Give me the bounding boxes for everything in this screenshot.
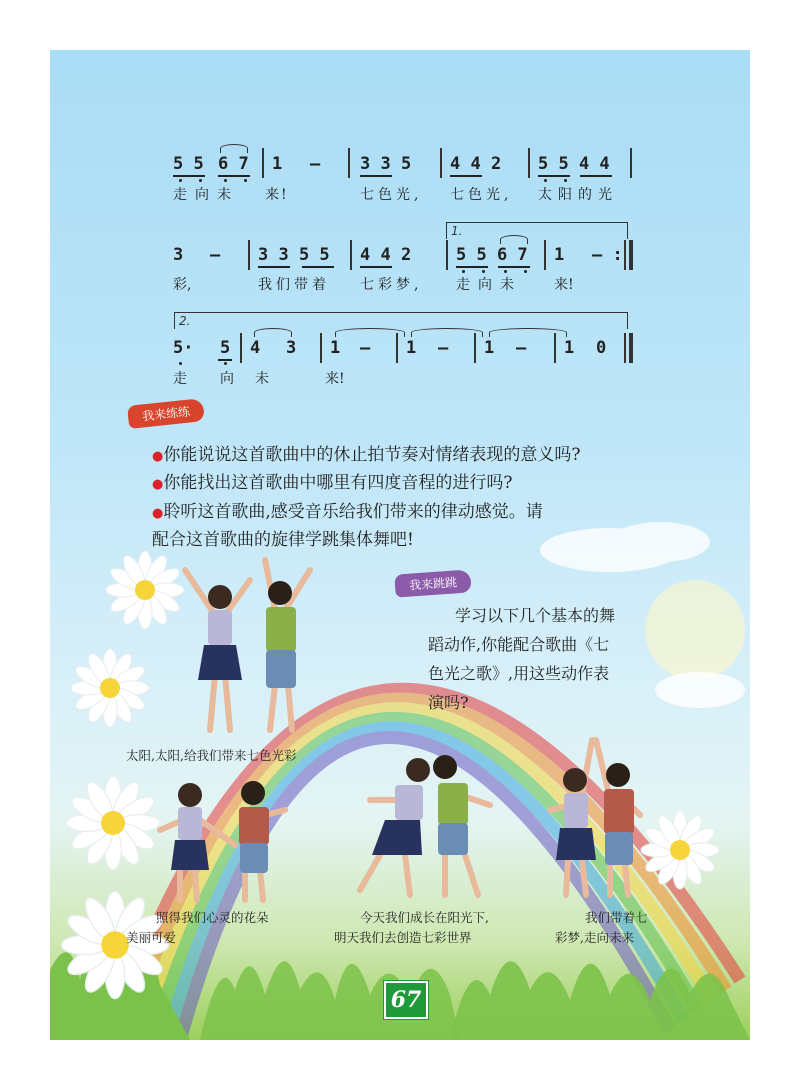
score-notes: 3 bbox=[286, 338, 297, 358]
barline bbox=[350, 240, 352, 270]
score-notes: 5 bbox=[220, 338, 231, 358]
slur bbox=[500, 235, 528, 244]
barline bbox=[630, 148, 632, 178]
bullet-icon: ● bbox=[152, 506, 164, 521]
low-dot bbox=[199, 179, 202, 182]
lyric: 来! bbox=[554, 277, 574, 293]
repeat-barline bbox=[624, 240, 626, 270]
dance-text-line-4: 演吗? bbox=[428, 693, 469, 712]
first-ending-number: 1. bbox=[451, 224, 463, 238]
kids-pose-holding-hands-photo bbox=[145, 775, 295, 905]
score-notes: 1 bbox=[554, 245, 565, 265]
beam bbox=[360, 266, 392, 268]
dance-text-line-3: 色光之歌》,用这些动作表 bbox=[428, 664, 610, 683]
lyric: 向 bbox=[220, 371, 234, 387]
score-notes: 5· bbox=[173, 338, 194, 358]
question-3 bbox=[152, 497, 543, 522]
lyric: 七色光, bbox=[450, 187, 513, 203]
barline bbox=[262, 148, 264, 178]
textbook-page bbox=[50, 50, 750, 1040]
beam bbox=[173, 175, 205, 177]
caption-pose-1: 太阳,太阳,给我们带来七色光彩 bbox=[126, 748, 297, 763]
caption-line: 今天我们成长在阳光下, bbox=[360, 910, 489, 925]
question-3-continued: 配合这首歌曲的旋律学跳集体舞吧! bbox=[152, 530, 414, 550]
slur bbox=[254, 328, 292, 337]
low-dot bbox=[244, 179, 247, 182]
practice-badge: 我来练练 bbox=[127, 398, 205, 429]
beam bbox=[456, 266, 488, 268]
beam bbox=[498, 266, 530, 268]
score-notes: 4 4 2 bbox=[450, 154, 502, 174]
caption-line: 照得我们心灵的花朵 bbox=[156, 910, 269, 925]
first-ending-bracket bbox=[446, 222, 628, 239]
score-notes: 4 4 2 bbox=[360, 245, 412, 265]
bullet-icon: ● bbox=[152, 449, 164, 464]
slur bbox=[220, 144, 248, 153]
barline bbox=[348, 148, 350, 178]
barline bbox=[248, 240, 250, 270]
lyric: 七彩梦, bbox=[360, 277, 423, 293]
score-notes: – bbox=[516, 338, 527, 358]
daisy-illustration bbox=[70, 648, 150, 728]
beam bbox=[258, 266, 290, 268]
lyric: 太阳的光 bbox=[538, 187, 618, 203]
second-ending-number: 2. bbox=[179, 314, 191, 328]
barline bbox=[554, 333, 556, 363]
score-notes: 5 5 4 4 bbox=[538, 154, 610, 174]
score-notes: 3 bbox=[173, 245, 184, 265]
kids-pose-one-arm-up-photo bbox=[530, 735, 650, 905]
beam bbox=[360, 175, 392, 177]
lyric: 七色光, bbox=[360, 187, 423, 203]
low-dot bbox=[482, 270, 485, 273]
score-notes: 6 7 bbox=[218, 154, 249, 174]
barline bbox=[320, 333, 322, 363]
kids-pose-lean-together-photo bbox=[350, 745, 500, 905]
question-text: 你能找出这首歌曲中哪里有四度音程的进行吗? bbox=[163, 473, 513, 493]
beam bbox=[580, 175, 612, 177]
low-dot bbox=[179, 362, 182, 365]
score-notes: 3 3 5 5 bbox=[258, 245, 330, 265]
low-dot bbox=[544, 179, 547, 182]
lyric: 来! bbox=[265, 187, 289, 203]
score-notes: 1 bbox=[272, 154, 283, 174]
barline bbox=[544, 240, 546, 270]
page-number-box bbox=[384, 981, 428, 1019]
barline bbox=[396, 333, 398, 363]
barline bbox=[240, 333, 242, 363]
final-barline-thick bbox=[629, 333, 633, 363]
score-notes: 1 bbox=[564, 338, 575, 358]
question-1 bbox=[152, 440, 580, 465]
caption-line: 明天我们去创造七彩世界 bbox=[334, 930, 472, 945]
low-dot bbox=[462, 270, 465, 273]
barline bbox=[528, 148, 530, 178]
beam bbox=[218, 175, 250, 177]
dance-text-line-1: 学习以下几个基本的舞 bbox=[455, 606, 616, 625]
kids-pose-arms-up-photo bbox=[170, 555, 320, 745]
low-dot bbox=[224, 179, 227, 182]
beam bbox=[302, 266, 334, 268]
caption-line: 美丽可爱 bbox=[126, 930, 177, 945]
score-notes: 0 bbox=[596, 338, 607, 358]
caption-pose-4 bbox=[555, 908, 695, 948]
score-notes: – bbox=[310, 154, 321, 174]
low-dot bbox=[179, 179, 182, 182]
daisy-illustration bbox=[640, 810, 720, 890]
low-dot bbox=[224, 362, 227, 365]
caption-pose-3 bbox=[334, 908, 554, 948]
lyric: 走向未 bbox=[456, 277, 522, 293]
tie bbox=[335, 328, 405, 337]
caption-line: 彩梦,走向未来 bbox=[555, 930, 634, 945]
second-ending-bracket bbox=[174, 312, 628, 329]
low-dot bbox=[564, 179, 567, 182]
tie bbox=[411, 328, 483, 337]
lyric: 来! bbox=[325, 371, 345, 387]
beam bbox=[218, 359, 232, 361]
question-text: 聆听这首歌曲,感受音乐给我们带来的律动感觉。请 bbox=[163, 502, 543, 522]
final-barline bbox=[624, 333, 626, 363]
bullet-icon: ● bbox=[152, 477, 164, 492]
repeat-barline-thick bbox=[629, 240, 633, 270]
barline bbox=[446, 240, 448, 270]
beam bbox=[450, 175, 482, 177]
score-notes: 1 bbox=[330, 338, 341, 358]
page-number: 67 bbox=[390, 987, 422, 1013]
lyric: 未 bbox=[255, 371, 269, 387]
lyric: 我们带着 bbox=[258, 277, 330, 293]
lyric: 彩, bbox=[173, 277, 192, 293]
score-notes: 1 bbox=[484, 338, 495, 358]
barline bbox=[474, 333, 476, 363]
beam bbox=[538, 175, 570, 177]
score-notes: 4 bbox=[250, 338, 261, 358]
low-dot bbox=[504, 270, 507, 273]
dance-badge: 我来跳跳 bbox=[394, 569, 471, 597]
dance-text-line-2: 蹈动作,你能配合歌曲《七 bbox=[428, 635, 610, 654]
score-notes: – bbox=[438, 338, 449, 358]
score-notes: 5 5 6 7 bbox=[456, 245, 528, 265]
score-notes: 5 5 bbox=[173, 154, 204, 174]
lyric: 走向未 bbox=[173, 187, 239, 203]
score-notes: – : bbox=[592, 245, 623, 265]
caption-line: 我们带着七 bbox=[585, 910, 648, 925]
question-2 bbox=[152, 468, 512, 493]
barline bbox=[440, 148, 442, 178]
score-notes: 1 bbox=[406, 338, 417, 358]
lyric: 走 bbox=[173, 371, 187, 387]
low-dot bbox=[524, 270, 527, 273]
caption-pose-2 bbox=[126, 908, 326, 948]
score-notes: – bbox=[360, 338, 371, 358]
question-text: 你能说说这首歌曲中的休止拍节奏对情绪表现的意义吗? bbox=[163, 445, 581, 465]
score-notes: – bbox=[210, 245, 221, 265]
score-notes: 3 3 5 bbox=[360, 154, 412, 174]
